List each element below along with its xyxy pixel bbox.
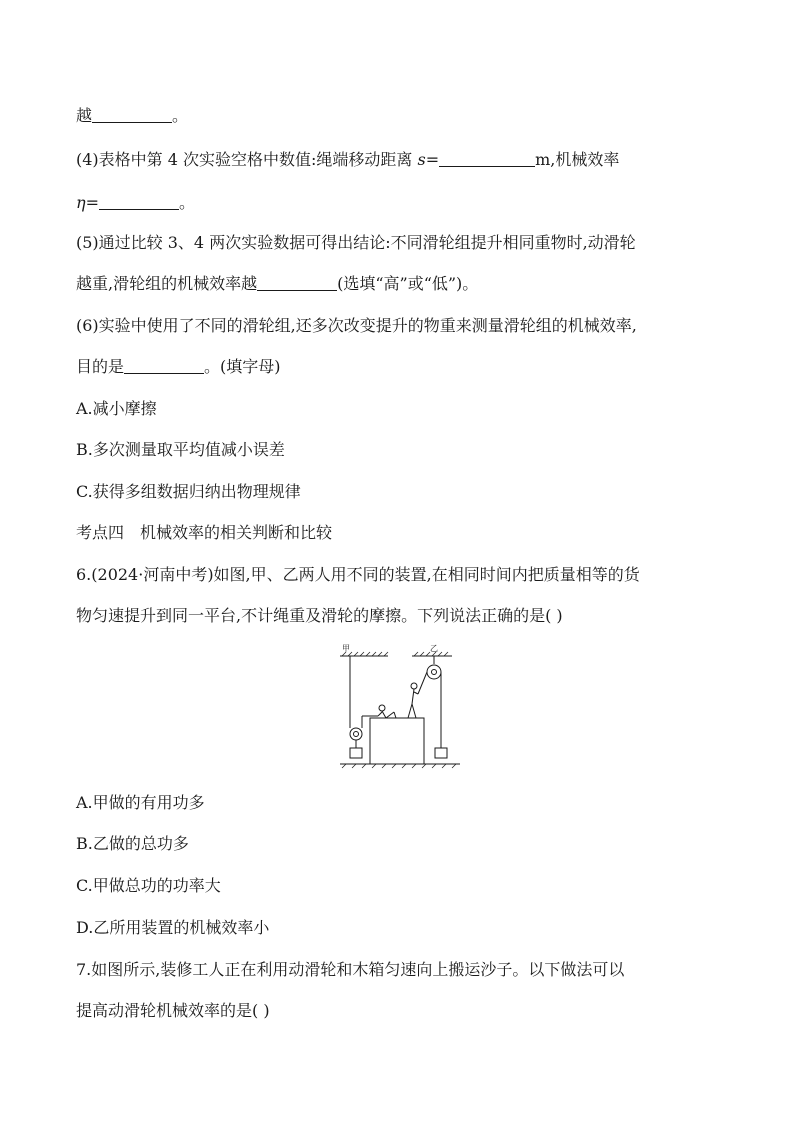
text: (4)表格中第 4 次实验空格中数值:绳端移动距离: [76, 150, 418, 169]
variable-eta: η: [76, 193, 86, 212]
option-a[interactable]: A.减小摩擦: [76, 399, 157, 418]
question-6-text-2: 物匀速提升到同一平台,不计绳重及滑轮的摩擦。下列说法正确的是( ): [76, 606, 563, 625]
text: m,机械效率: [535, 150, 620, 169]
label-yi: 乙: [430, 644, 438, 653]
q6-option-c[interactable]: C.甲做总功的功率大: [76, 876, 221, 895]
text: (选填“高”或“低”)。: [337, 274, 479, 293]
answer-blank[interactable]: [124, 357, 204, 374]
option-b[interactable]: B.多次测量取平均值减小误差: [76, 440, 285, 459]
q6-option-d[interactable]: D.乙所用装置的机械效率小: [76, 918, 270, 937]
question-4-line-2: [76, 193, 195, 213]
variable-s: s: [417, 150, 426, 169]
label-jia: 甲: [342, 644, 350, 653]
text: 。: [172, 106, 189, 125]
question-6-line-1: (6)实验中使用了不同的滑轮组,还多次改变提升的物重来测量滑轮组的机械效率,: [76, 316, 637, 335]
pulley-figure: [338, 642, 462, 774]
section-title: 考点四 机械效率的相关判断和比较: [76, 523, 333, 542]
answer-blank[interactable]: [92, 106, 172, 123]
text: 越重,滑轮组的机械效率越: [76, 274, 258, 293]
q6-option-a[interactable]: A.甲做的有用功多: [76, 793, 205, 812]
question-4-line: [76, 150, 619, 170]
text: 越: [76, 106, 93, 125]
text: 。(填字母): [204, 357, 281, 376]
answer-blank[interactable]: [257, 274, 337, 291]
text: =: [425, 150, 440, 169]
text: 。: [179, 193, 196, 212]
q6-option-b[interactable]: B.乙做的总功多: [76, 834, 189, 853]
option-c[interactable]: C.获得多组数据归纳出物理规律: [76, 482, 301, 501]
answer-blank-s[interactable]: [439, 150, 535, 167]
pulley-diagram: [338, 642, 462, 770]
question-7-text-2: 提高动滑轮机械效率的是( ): [76, 1001, 270, 1020]
question-5-line-2: [76, 274, 478, 294]
question-5-line-1: (5)通过比较 3、4 两次实验数据可得出结论:不同滑轮组提升相同重物时,动滑轮: [76, 233, 636, 252]
text: 目的是: [76, 357, 125, 376]
answer-blank-eta[interactable]: [99, 193, 179, 210]
question-6-text-1: 6.(2024·河南中考)如图,甲、乙两人用不同的装置,在相同时间内把质量相等的货: [76, 565, 640, 584]
question-6-line-2: [76, 357, 281, 377]
text: =: [85, 193, 99, 212]
question-text: [76, 106, 188, 126]
question-7-text-1: 7.如图所示,装修工人正在利用动滑轮和木箱匀速向上搬运沙子。以下做法可以: [76, 960, 625, 979]
